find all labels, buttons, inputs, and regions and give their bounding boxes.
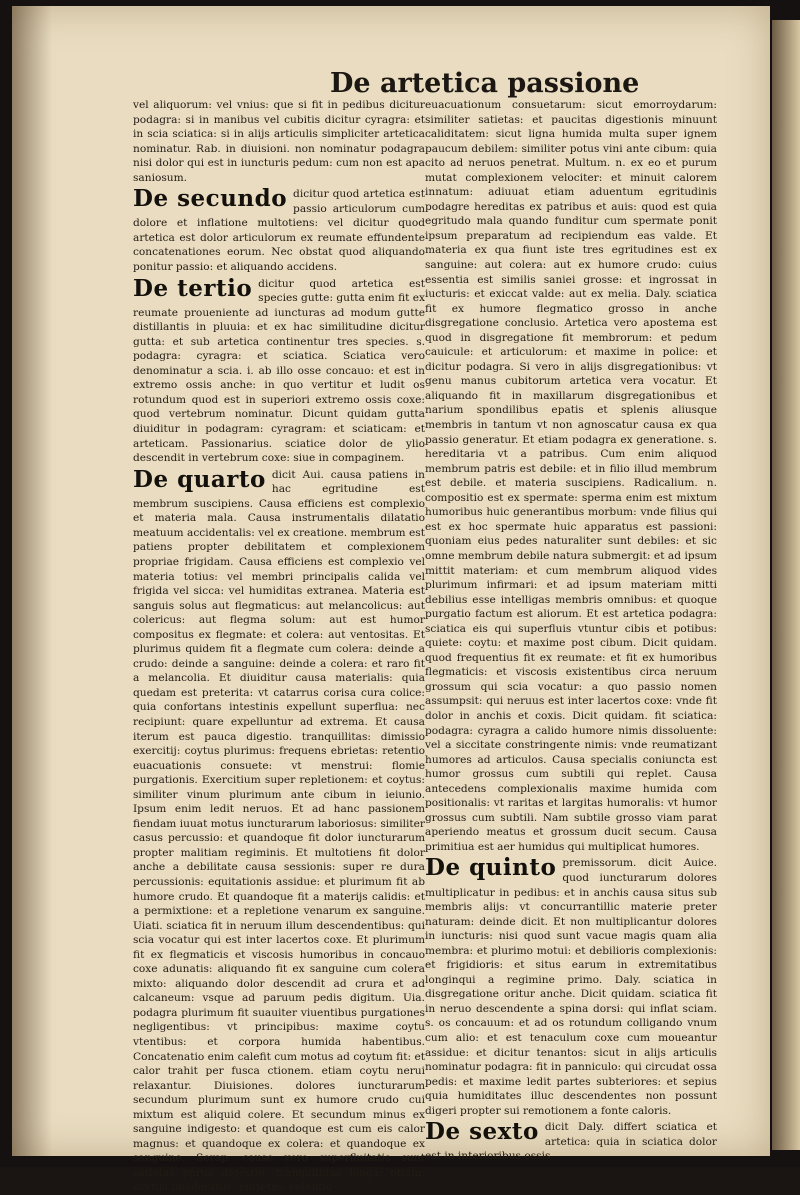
gutter-shadow bbox=[12, 6, 52, 1156]
section-heading-quinto: De quinto bbox=[425, 854, 557, 882]
paragraph-continuation: euacuationum consuetarum: sicut emorroydarum: similiter satietas: et paucitas digestionis minuunt caliditatem: sicut ligna humida multa super ignem paucum debilem: similiter potus vini ante cibum: quia cito ad neruos penetrat. Multum. n. ex eo et purum mutat complexionem velociter: et minuit calorem innatum: adiuuat etiam aduentum egritudinis podagre hereditas ex patribus et auis: quod est quia egritudo mala quando funditur cum spermate ponit ipsum preparatum ad recipiendum eas valde. Et materia ex qua fiunt iste tres egritudines est ex sanguine: aut colera: aut ex humore crudo: cuius essentia est similis saniei grosse: et ingrossat in iucturis: et exiccat valde: aut ex melia. Daly. sciatica fit ex humore flegmatico grosso in anche disgregatione conclusio. Artetica vero apostema est quod in disgregatione fit membrorum: et pedum cauicule: et articulorum: et maxime in police: et dicitur podagra. Si vero in alijs disgregationibus: vt genu manus cubitorum artetica vera vocatur. Et aliquando fit in maxillarum disgregationibus et narium spondilibus epatis et splenis aliusque membris in tantum vt non agnoscatur causa ex qua passio generatur. Et etiam podagra ex generatione. s. hereditaria vt a patribus. Cum enim aliquod membrum patris est debile: et in filio illud membrum est debile. et materia suscipiens. Radicalium. n. compositio est ex spermate: sperma enim est mixtum humoribus huic generantibus morbum: vnde filius qui est ex hoc spermate huic apparatus est passioni: quoniam eius pedes naturaliter sunt debiles: et sic omne membrum debile natura submergit: et ad ipsum mittit materiam: et cum membrum aliquod vides plurimum infirmari: et ad ipsum materiam mitti debilius esse intelligas membris omnibus: et quoque purgatio factum est aliorum. Et est artetica podagra: sciatica eis qui superfluis vtuntur cibis et potibus: quiete: coytu: et maxime post cibum. Dicit quidam. quod frequentius fit ex reumate: et fit ex humoribus flegmaticis: et viscosis existentibus circa neruum grossum qui scia vocatur: a quo passio nomen assumpsit: qui neruus est inter lacertos coxe: vnde fit dolor in anchis et coxis. Dicit quidam. fit sciatica: podagra: cyragra a calido humore nimis dissoluente: vel a siccitate constringente nimis: vnde reumatizant humores ad articulos. Causa specialis coniuncta est humor grossus cum subtili qui replet. Causa antecedens complexionalis maxime humida com positionalis: vt raritas et largitas humoralis: vt humor grossus cum subtili. Nam subtile grosso viam parat aperiendo meatus et grossum ducit secum. Causa primitiua est aer humidus qui multiplicat humores. bbox=[425, 99, 717, 853]
section-secundo bbox=[133, 187, 425, 274]
right-column bbox=[425, 98, 717, 1164]
section-text-quarto: dicit Aui. causa patiens in hac egritudine est membrum suscipiens. Causa efficiens est complexio et materia mala. Causa instrumentalis dilatatio meatuum accidentalis: vel ex creatione. membrum est patiens propter debilitatem et complexionem propriae frigidam. Causa efficiens est complexio vel materia totius: vel membri principalis calida vel frigida vel sicca: vel humiditas extranea. Materia est sanguis solus aut flegmaticus: aut melancolicus: aut colericus: aut flegma solum: aut est humor compositus ex flegmate: et colera: aut ventositas. Et plurimus quidem fit a flegmate cum colera: deinde a crudo: deinde a sanguine: deinde a colera: et raro fit a melancolia. Et diuiditur causa materialis: quia quedam est preterita: vt catarrus corisa cura colice: quia confortans intestinis expellunt superflua: nec recipiunt: quare expelluntur ad extrema. Et causa iterum est pauca digestio. tranquillitas: dimissio exercitij: coytus plurimus: frequens ebrietas: retentio euacuationis consuete: vt menstrui: flomie purgationis. Exercitium super repletionem: et coytus: similiter vinum plurimum ante cibum in ieiunio. Ipsum enim ledit neruos. Et ad hanc passionem fiendam iuuat motus iuncturarum laboriosus: similiter casus percussio: et quandoque fit dolor iuncturarum propter malitiam regiminis. Et multotiens fit dolor anche a debilitate causa sessionis: super re dura percussionis: equitationis assidue: et plurimum fit ab humore crudo. Et quandoque fit a materijs calidis: et a permixtione: et a repletione venarum ex sanguine. Uiati. sciatica fit in neruum illum descendentibus: qui scia vocatur qui est inter lacertos coxe. Et plurimum fit ex flegmaticis et viscosis humoribus in concauo coxe adunatis: aliquando fit ex sanguine cum colera mixto: aliquando dolor descendit ad crura et ad calcaneum: vsque ad paruum pedis digitum. Uia. podagra plurimum fit suauiter viuentibus purgationes negligentibus: vt principibus: maxime coytu vtentibus: et corpora humida habentibus. Concatenatio enim calefit cum motus ad coytum fit: et calor trahit per fusca ctionem. etiam coytu nerui relaxantur. Diuisiones. dolores iuncturarum secundum plurimum sunt ex humore crudo cui mixtum est aliquid colere. Et secundum minus ex sanguine indigesto: et quandoque est cum eis calor magnus: et quandoque ex colera: et quandoque ex sanguine. Serap. cause vero superfluitatis sunt satietas parua digestio: tranquillitas longa: otium: coytus imoderatus: ebrietas: retentio bbox=[133, 468, 425, 1194]
section-quarto bbox=[133, 465, 425, 1195]
section-heading-sexto: De sexto bbox=[425, 1118, 539, 1146]
section-tertio bbox=[133, 274, 426, 466]
paragraph-intro: vel aliquorum: vel vnius: que si fit in pedibus dicitur podagra: si in manibus vel cubitis dicitur cyragra: et in scia sciatica: si in alijs articulis simpliciter artetica nominatur. Rab. in diuisioni. non nominatur podagra nisi dolor qui est in iuncturis pedum: cum non est apa saniosum. bbox=[133, 99, 425, 184]
section-heading-tertio: De tertio bbox=[133, 274, 253, 302]
running-head: De artetica passione bbox=[330, 68, 640, 99]
next-page-edge bbox=[772, 20, 800, 1150]
section-heading-secundo: De secundo bbox=[133, 185, 288, 213]
left-column bbox=[133, 98, 425, 1195]
section-sexto bbox=[425, 1120, 717, 1164]
section-quinto bbox=[425, 856, 717, 1118]
section-text-secundo: dicitur quod artetica est passio articulorum cum dolore et inflatione multotiens: vel dicitur quod artetica est dolor articulorum ex reumate effundente concatenationes eorum. Nec obstat quod aliquando ponitur passio: et aliquando accidens. bbox=[133, 188, 425, 274]
section-text-quinto: premissorum. dicit Auice. quod iuncturarum dolores multiplicatur in pedibus: et in anchis causa situs sub membris alijs: vt concurrantillic materie preter naturam: deinde dicit. Et non multiplicantur dolores in iuncturis: nisi quod sunt vacue magis quam alia membra: et plurimo motui: et debilioris complexionis: et frigidioris: et situs earum in extremitatibus longinqui a regimine primo. Daly. sciatica in disgregatione oritur anche. Dicit quidam. sciatica fit in neruo descendente a spina dorsi: qui inflat sciam. s. os concauum: et ad os rotundum colligando vnum cum alio: et est tenaculum coxe cum moueantur assidue: et dicitur tenantos: sicut in alijs articulis nominatur podagra: fit in panniculo: qui circudat ossa pedis: et maxime ledit partes subteriores: et sepius quia humiditates illuc descendentes non possunt digeri propter sui remotionem a fonte caloris. bbox=[425, 857, 717, 1117]
section-text-sexto: dicit Daly. differt sciatica et artetica: quia in sciatica dolor est in interioribus ossis bbox=[425, 1121, 717, 1163]
section-heading-quarto: De quarto bbox=[133, 465, 266, 493]
section-text-tertio: dicitur quod artetica est species gutte: gutta enim fit ex reumate proueniente ad iuncturas ad modum gutte distillantis in pluuia: et ex hac similitudine dicitur gutta: et sub artetica continentur tres species. s. podagra: cyragra: et sciatica. Sciatica vero denominatur a scia. i. ab illo osse concauo: et est in extremo ossis anche: in quo vertitur et ludit os rotundum quod est in superiori extremo ossis coxe: quod vertebrum nominatur. Dicunt quidam gutta diuiditur in podagram: cyragram: et sciaticam: et arteticam. Passionarius. sciatice dolor de ylio descendit in vertebrum coxe: siue in compaginem. bbox=[133, 277, 426, 465]
